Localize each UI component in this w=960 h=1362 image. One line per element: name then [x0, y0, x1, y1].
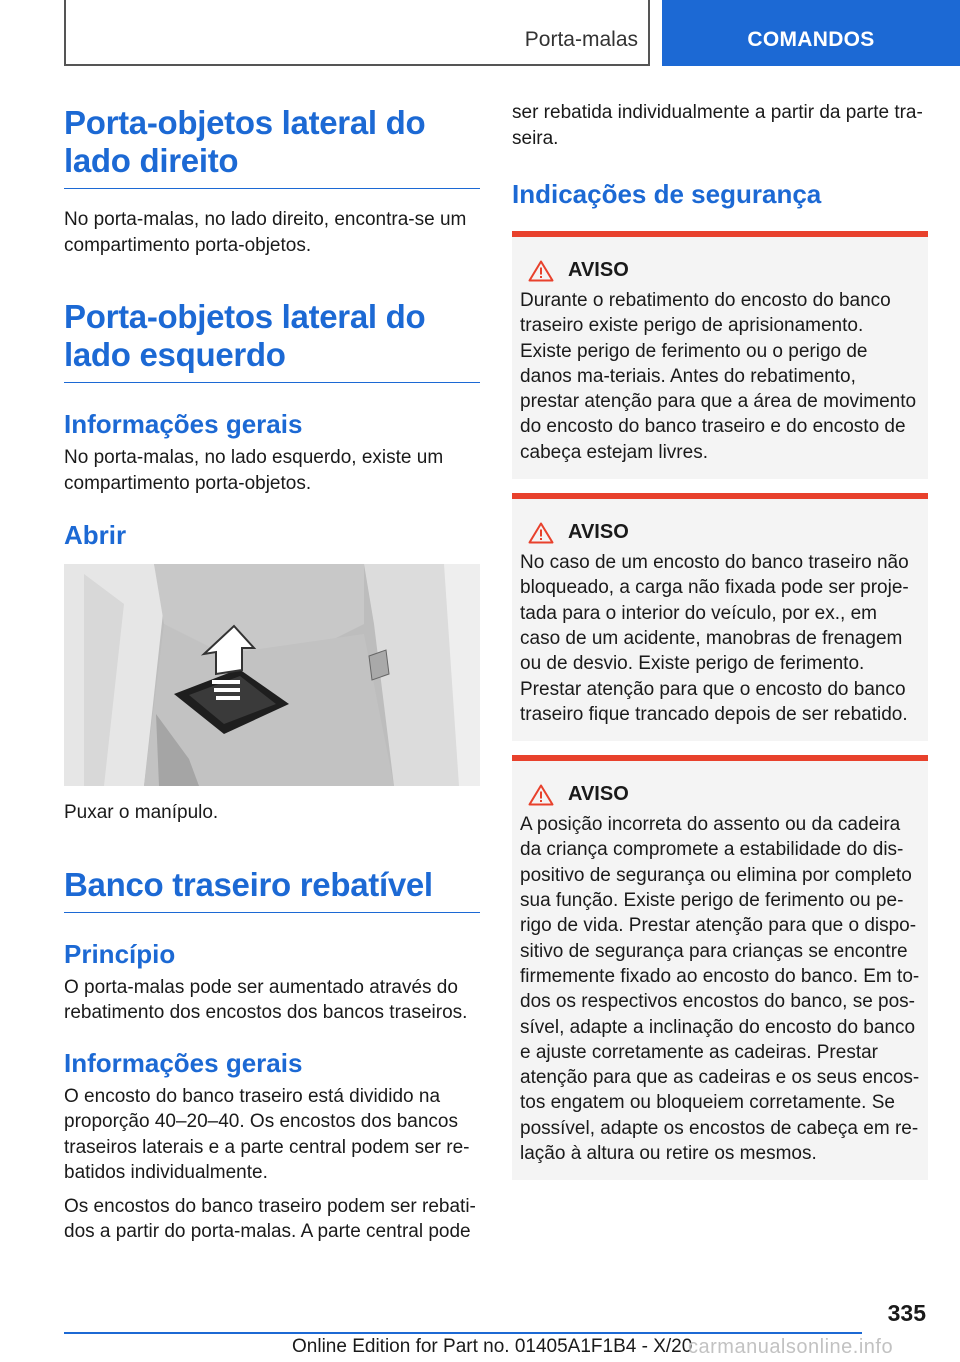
- text-general-info-2: O encosto do banco traseiro está dividido na proporção 40–20–40. Os encostos dos bancos traseiros laterais e a parte central podem ser re-batidos individualmente.: [64, 1085, 470, 1183]
- storage-handle-illustration: [64, 564, 480, 786]
- heading-general-info-1: Informações gerais: [64, 409, 303, 439]
- chapter-tab[interactable]: COMANDOS: [662, 0, 960, 66]
- warning-title: AVISO: [568, 521, 629, 544]
- warning-triangle-icon: [528, 522, 554, 544]
- warning-header: [528, 783, 920, 806]
- header-section-title: Porta-malas: [524, 28, 638, 51]
- footer-divider: [64, 1332, 862, 1334]
- warning-title: AVISO: [568, 783, 629, 806]
- warning-header: [528, 521, 920, 544]
- edition-note: Online Edition for Part no. 01405A1F1B4 - X/20: [292, 1336, 693, 1357]
- heading-rear-seat: Banco traseiro rebatível: [64, 866, 480, 913]
- heading-principle: Princípio: [64, 938, 176, 969]
- watermark: carmanualsonline.info: [688, 1336, 894, 1358]
- storage-handle-figure: [64, 564, 480, 786]
- warning-box: [512, 755, 928, 1180]
- heading-general-info-2: Informações gerais: [64, 1047, 303, 1078]
- warning-title: AVISO: [568, 259, 629, 281]
- warning-triangle-icon: [528, 784, 554, 806]
- heading-safety: Indicações de segurança: [512, 179, 822, 209]
- warning-text: No caso de um encosto do banco traseiro não bloqueado, a carga não fixada pode ser proje-tada para o interior do veículo, por ex., em caso de um acidente, manobras de frenagem ou de desvio. Existe perigo de ferimento. Prestar atenção para que o encosto do banco traseiro fique trancado depois de ser rebatido.: [520, 552, 909, 725]
- right-column: [512, 100, 928, 1180]
- heading-right-storage: Porta-objetos lateral do lado direito: [64, 104, 480, 189]
- text-pull-handle: Puxar o manípulo.: [64, 802, 219, 823]
- warning-box: [512, 493, 928, 741]
- heading-left-storage: Porta-objetos lateral do lado esquerdo: [64, 298, 480, 383]
- text-continuation: ser rebatida individualmente a partir da parte tra-seira.: [512, 102, 923, 149]
- text-fold-from-trunk: Os encostos do banco traseiro podem ser rebati-dos a partir do porta-malas. A parte central pode: [64, 1195, 476, 1242]
- heading-open: Abrir: [64, 520, 127, 550]
- text-principle: O porta-malas pode ser aumentado através do rebatimento dos encostos dos bancos traseiros.: [64, 976, 468, 1023]
- warning-header: [528, 259, 920, 282]
- warning-box: [512, 231, 928, 479]
- page-number: 335: [887, 1300, 926, 1326]
- warning-triangle-icon: [528, 260, 554, 282]
- page-header: [0, 0, 960, 66]
- warning-text: A posição incorreta do assento ou da cadeira da criança compromete a estabilidade do dis-positivo de segurança ou elimina por completo sua função. Existe perigo de ferimento ou pe-rigo de vida. Prestar atenção para que o dispo-sitivo de segurança para crianças se encontre firmemente fixado ao encosto do banco. Em to-dos os respectivos encostos do banco, se pos-sível, adapte a inclinação do encosto do banco e ajuste corretamente as cadeiras. Prestar atenção para que as cadeiras e os seus encos-tos engatem ou bloqueiem corretamente. Se possível, adapte os encostos de cabeça em re-lação à altura ou retire os mesmos.: [520, 814, 920, 1165]
- text-right-storage: No porta-malas, no lado direito, encontra-se um compartimento porta-objetos.: [64, 209, 467, 256]
- text-general-info-1: No porta-malas, no lado esquerdo, existe um compartimento porta-objetos.: [64, 447, 444, 494]
- left-column: [64, 100, 480, 1245]
- warning-text: Durante o rebatimento do encosto do banco traseiro existe perigo de aprisionamento. Existe perigo de ferimento ou o perigo de danos ma-teriais. Antes do rebatimento, prestar atenção para que a área de movimento do encosto do banco traseiro e do encosto de cabeça estejam livres.: [520, 290, 917, 463]
